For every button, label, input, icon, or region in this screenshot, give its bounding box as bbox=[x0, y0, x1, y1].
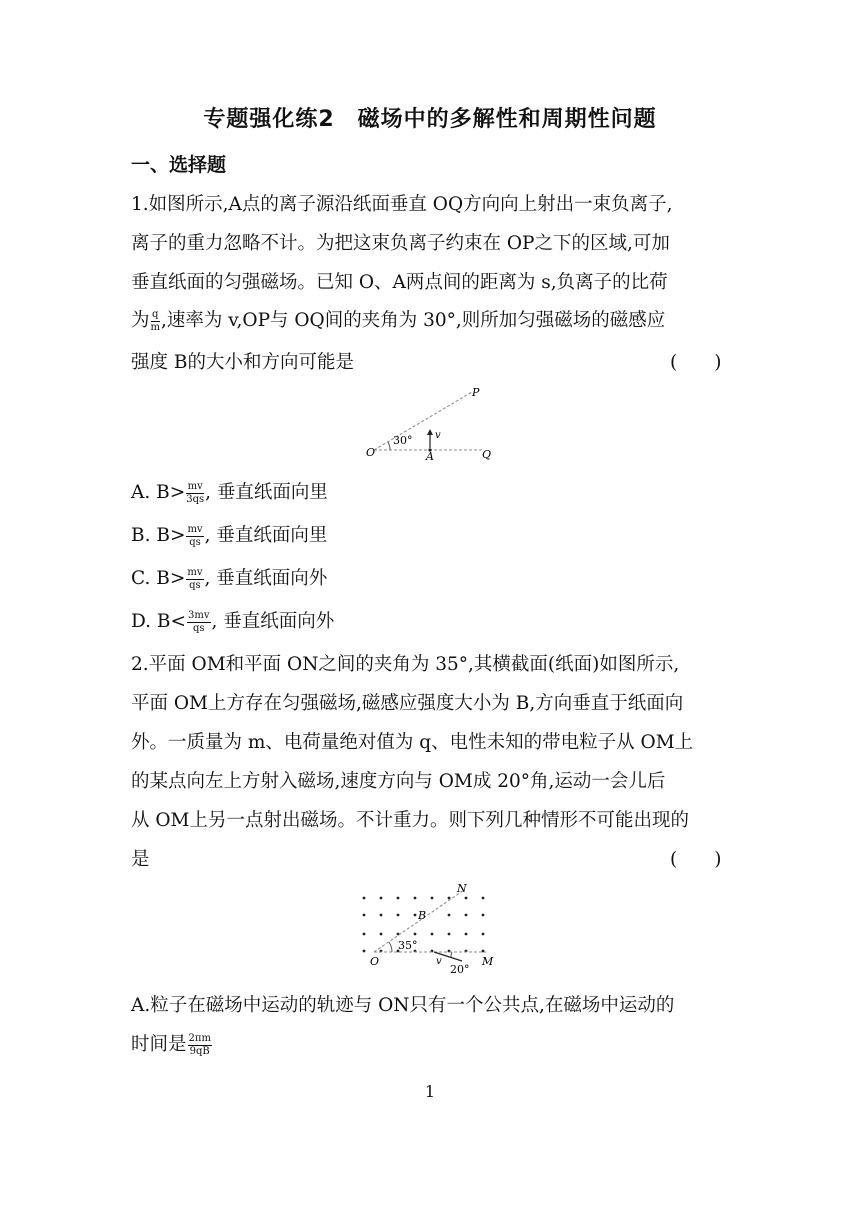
option-a-prefix: A. B> bbox=[131, 482, 186, 503]
label-v: v bbox=[436, 956, 442, 967]
option-b-text: , 垂直纸面向里 bbox=[204, 525, 328, 546]
fraction-denominator: m bbox=[150, 321, 160, 333]
q1-answer-bracket: ( ) bbox=[670, 352, 722, 373]
label-angle-35: 35° bbox=[398, 939, 418, 952]
fraction-numerator: 3mv bbox=[188, 609, 210, 621]
q2-option-a-line-2 bbox=[131, 1030, 213, 1058]
label-v: v bbox=[435, 430, 441, 441]
option-a-time-fraction bbox=[188, 1033, 212, 1058]
q1-line-4-suffix: ,速率为 v,OP与 OQ间的夹角为 30°,则所加匀强磁场的磁感应 bbox=[161, 310, 666, 331]
angle-20-arc bbox=[451, 952, 452, 957]
fraction-numerator: mv bbox=[187, 480, 203, 492]
q1-option-c bbox=[131, 564, 327, 592]
fraction-denominator: qs bbox=[189, 536, 201, 548]
option-a-text: , 垂直纸面向里 bbox=[205, 482, 328, 503]
option-d-fraction bbox=[187, 610, 211, 635]
label-q: Q bbox=[482, 448, 492, 461]
q1-option-d bbox=[131, 607, 334, 635]
fraction-numerator: mv bbox=[187, 566, 203, 578]
q1-line-2: 离子的重力忽略不计。为把这束负离子约束在 OP之下的区域,可加 bbox=[131, 233, 670, 254]
page-title: 专题强化练2 磁场中的多解性和周期性问题 bbox=[203, 107, 657, 132]
option-a-time-prefix: 时间是 bbox=[131, 1034, 187, 1055]
label-n: N bbox=[457, 882, 467, 895]
magnetic-field-dots bbox=[363, 897, 485, 953]
label-o: O bbox=[370, 955, 380, 968]
q1-line-4-prefix: 为 bbox=[131, 310, 150, 331]
q1-line-4 bbox=[131, 306, 665, 334]
option-b-prefix: B. B> bbox=[131, 525, 186, 546]
q2-line-4: 的某点向左上方射入磁场,速度方向与 OM成 20°角,运动一会儿后 bbox=[131, 771, 666, 792]
option-c-prefix: C. B> bbox=[131, 568, 186, 589]
option-d-text: , 垂直纸面向外 bbox=[211, 611, 335, 632]
q1-option-b bbox=[131, 521, 327, 549]
angle-arc bbox=[388, 442, 390, 450]
angle-35-arc bbox=[389, 942, 392, 952]
label-o: O bbox=[366, 446, 376, 459]
option-c-fraction bbox=[186, 567, 203, 592]
option-a-fraction bbox=[186, 481, 204, 506]
fraction-denominator: qs bbox=[189, 579, 201, 591]
label-angle-30: 30° bbox=[393, 434, 413, 447]
label-p: P bbox=[472, 386, 480, 399]
q1-line-5: 强度 B的大小和方向可能是 bbox=[131, 352, 354, 373]
arrow-head-icon bbox=[427, 429, 433, 435]
q2-line-2: 平面 OM上方存在匀强磁场,磁感应强度大小为 B,方向垂直于纸面向 bbox=[131, 693, 684, 714]
q1-figure bbox=[360, 382, 510, 464]
fraction-denominator: 3qs bbox=[186, 493, 205, 505]
op-line bbox=[374, 392, 472, 450]
q1-line-3: 垂直纸面的匀强磁场。已知 O、A两点间的距离为 s,负离子的比荷 bbox=[131, 272, 668, 293]
fraction-numerator: 2πm bbox=[188, 1032, 211, 1044]
fraction-denominator: 9qB bbox=[189, 1045, 210, 1057]
q2-line-1: 2.平面 OM和平面 ON之间的夹角为 35°,其横截面(纸面)如图所示, bbox=[131, 654, 680, 675]
label-angle-20: 20° bbox=[450, 963, 470, 976]
option-d-prefix: D. B< bbox=[131, 611, 187, 632]
q2-line-3: 外。一质量为 m、电荷量绝对值为 q、电性未知的带电粒子从 OM上 bbox=[131, 732, 694, 753]
q2-option-a-line-1: A.粒子在磁场中运动的轨迹与 ON只有一个公共点,在磁场中运动的 bbox=[131, 995, 675, 1016]
q2-line-5: 从 OM上另一点射出磁场。不计重力。则下列几种情形不可能出现的 bbox=[131, 810, 689, 831]
q1-option-a bbox=[131, 478, 328, 506]
q2-line-6: 是 bbox=[131, 849, 150, 870]
label-b: B bbox=[418, 909, 427, 922]
page-number: 1 bbox=[424, 1082, 436, 1101]
q1-line-1: 1.如图所示,A点的离子源沿纸面垂直 OQ方向向上射出一束负离子, bbox=[131, 194, 673, 215]
q2-figure bbox=[352, 880, 502, 978]
fraction-numerator: q bbox=[152, 308, 159, 320]
q2-answer-bracket: ( ) bbox=[670, 849, 722, 870]
fraction-numerator: mv bbox=[187, 523, 203, 535]
section-heading: 一、选择题 bbox=[131, 154, 227, 176]
option-c-text: , 垂直纸面向外 bbox=[204, 568, 328, 589]
option-b-fraction bbox=[186, 524, 203, 549]
q1-charge-ratio-fraction bbox=[151, 309, 160, 334]
fraction-denominator: qs bbox=[193, 622, 205, 634]
label-a: A bbox=[426, 450, 434, 463]
label-m: M bbox=[482, 955, 494, 968]
